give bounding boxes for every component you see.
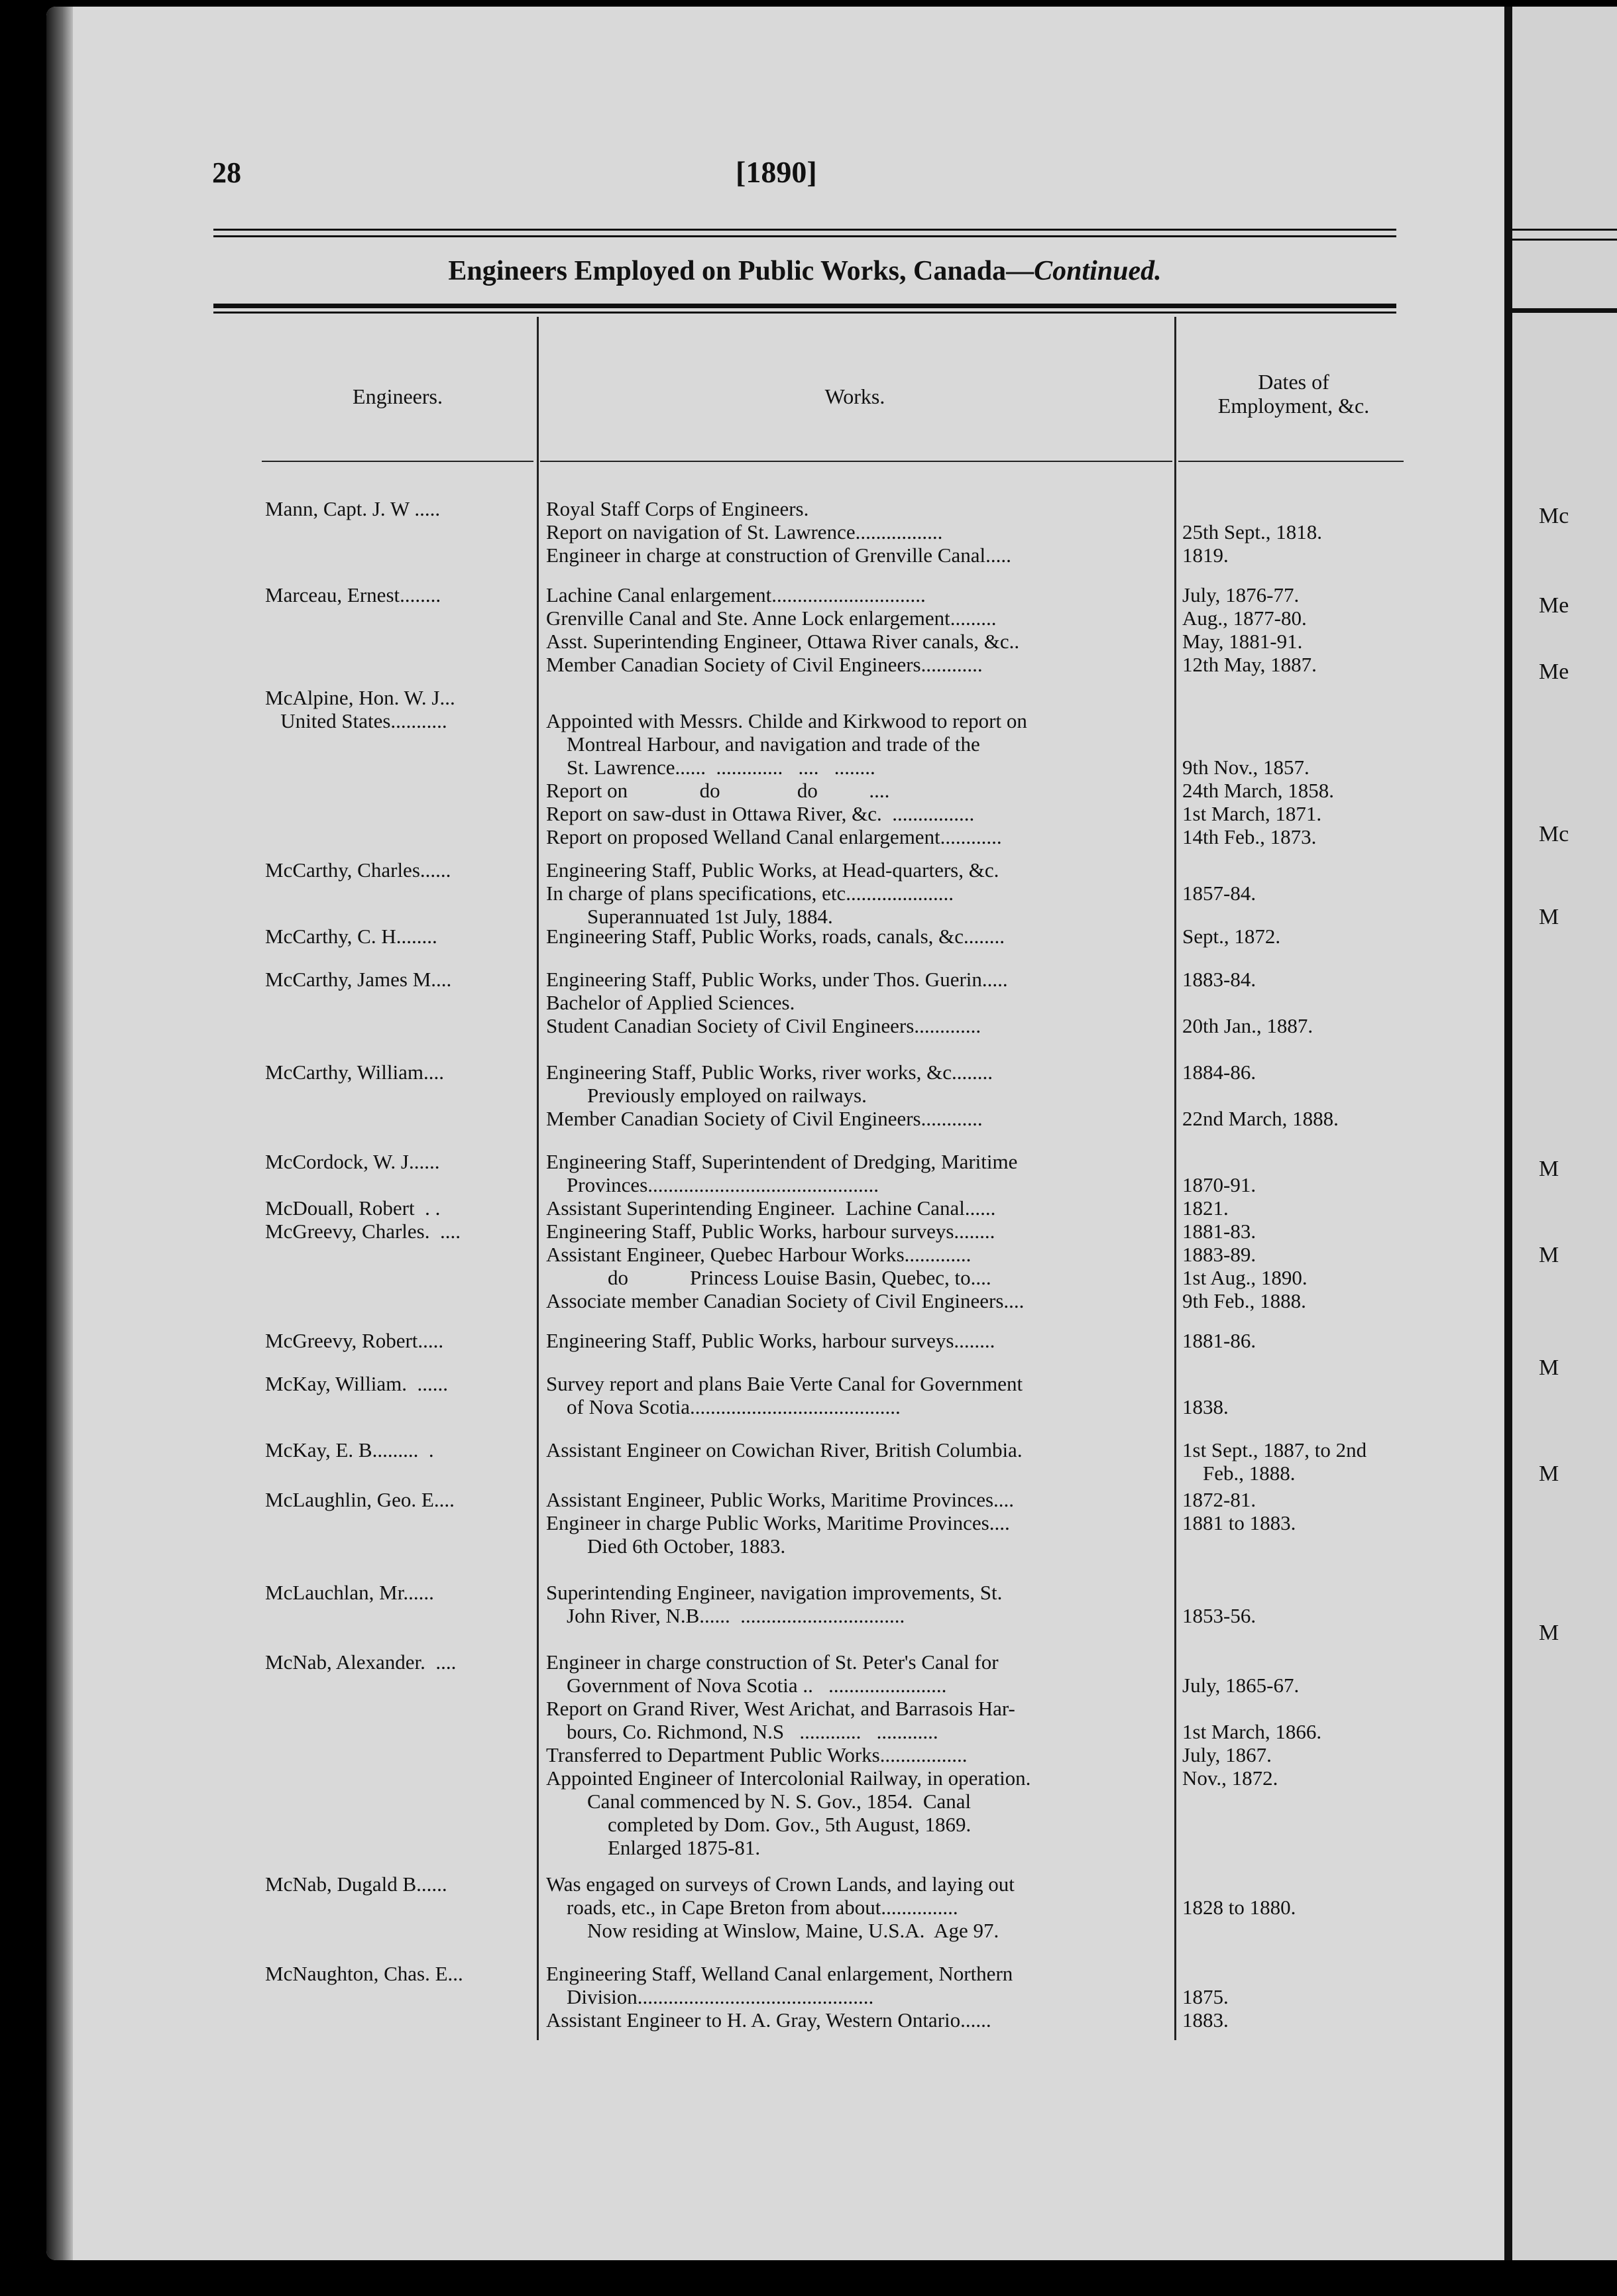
- works-line: Engineer in charge at construction of Grenville Canal.....: [546, 544, 1011, 567]
- works-line: Report on proposed Welland Canal enlargement............: [546, 825, 1002, 848]
- engineer-name: McLaughlin, Geo. E....: [265, 1488, 455, 1511]
- engineer-name: McCordock, W. J......: [265, 1150, 440, 1173]
- works-line: Member Canadian Society of Civil Engineers............: [546, 653, 983, 676]
- adjacent-page-letter: Mc: [1539, 504, 1569, 528]
- works-line: Engineering Staff, Public Works, harbour surveys........: [546, 1220, 995, 1243]
- date-line: 25th Sept., 1818.: [1182, 520, 1322, 544]
- works-line: Assistant Engineer, Quebec Harbour Works.............: [546, 1243, 972, 1266]
- column-header-engineers: Engineers.: [353, 384, 443, 408]
- works-line: Engineering Staff, Public Works, under Thos. Guerin.....: [546, 968, 1008, 991]
- dates-cell: [1182, 1438, 1401, 1485]
- works-line: Assistant Engineer on Cowichan River, British Columbia.: [546, 1438, 1023, 1462]
- date-line: [1182, 1813, 1401, 1836]
- date-line: 1819.: [1182, 544, 1229, 567]
- works-line: Was engaged on surveys of Crown Lands, and laying out: [546, 1872, 1015, 1896]
- works-line: Report on do do ....: [546, 779, 890, 802]
- works-line: Assistant Engineer, Public Works, Maritime Provinces....: [546, 1488, 1015, 1511]
- works-cell: [546, 1581, 1179, 1627]
- dates-cell: [1182, 1372, 1401, 1418]
- works-line: Appointed with Messrs. Childe and Kirkwood to report on: [546, 709, 1027, 732]
- dates-cell: [1182, 968, 1401, 1037]
- works-line: Student Canadian Society of Civil Engineers.............: [546, 1014, 981, 1037]
- dates-cell: [1182, 497, 1401, 567]
- engineer-name: McNab, Dugald B......: [265, 1872, 447, 1896]
- works-line: bours, Co. Richmond, N.S ............ ............: [546, 1720, 938, 1743]
- dates-cell: [1182, 1061, 1401, 1130]
- works-line: Grenville Canal and Ste. Anne Lock enlargement.........: [546, 606, 997, 630]
- column-header-dates: [1181, 370, 1406, 418]
- date-line: [1182, 709, 1401, 732]
- date-line: July, 1865-67.: [1182, 1674, 1300, 1697]
- header-rule-works: [540, 461, 1172, 462]
- works-line: Engineering Staff, Public Works, at Head-quarters, &c.: [546, 858, 999, 882]
- works-cell: [546, 497, 1179, 567]
- column-header-works: Works.: [824, 384, 885, 408]
- works-line: St. Lawrence...... ............. .... ........: [546, 756, 875, 779]
- adjacent-page-letter: Mc: [1539, 822, 1569, 846]
- works-line: Superintending Engineer, navigation improvements, St.: [546, 1581, 1003, 1604]
- engineer-name: McCarthy, James M....: [265, 968, 452, 991]
- date-line: [1182, 1836, 1401, 1859]
- works-cell: [546, 1329, 1179, 1352]
- works-cell: [546, 858, 1179, 928]
- date-line: 20th Jan., 1887.: [1182, 1014, 1313, 1037]
- date-line: [1182, 1872, 1401, 1896]
- date-line: 1857-84.: [1182, 882, 1256, 905]
- adjacent-page-rule: [1512, 239, 1617, 241]
- date-line: 1870-91.: [1182, 1173, 1256, 1196]
- date-line: May, 1881-91.: [1182, 630, 1303, 653]
- engineer-name: McLauchlan, Mr......: [265, 1581, 434, 1604]
- works-line: Engineering Staff, Public Works, harbour surveys........: [546, 1329, 995, 1352]
- date-line: [1182, 1790, 1401, 1813]
- date-line: 14th Feb., 1873.: [1182, 825, 1317, 848]
- date-line: 1881-86.: [1182, 1329, 1256, 1352]
- date-line: 1881 to 1883.: [1182, 1511, 1296, 1534]
- works-line: Transferred to Department Public Works.................: [546, 1743, 968, 1766]
- date-line: Aug., 1877-80.: [1182, 606, 1307, 630]
- top-double-rule-2: [213, 235, 1396, 237]
- works-line: Engineering Staff, Superintendent of Dredging, Maritime: [546, 1150, 1018, 1173]
- dates-cell: [1182, 1872, 1401, 1942]
- works-cell: [546, 968, 1179, 1037]
- date-line: 9th Nov., 1857.: [1182, 756, 1310, 779]
- works-cell: [546, 1061, 1179, 1130]
- book-spine-shadow: [46, 7, 73, 2260]
- works-line: Government of Nova Scotia .. .......................: [546, 1674, 947, 1697]
- works-line: Survey report and plans Baie Verte Canal for Government: [546, 1372, 1023, 1395]
- works-cell: [546, 925, 1179, 948]
- works-line: Engineering Staff, Public Works, roads, canals, &c........: [546, 925, 1005, 948]
- top-double-rule: [213, 229, 1396, 231]
- date-line: Sept., 1872.: [1182, 925, 1281, 948]
- adjacent-page-letter: M: [1539, 1621, 1559, 1645]
- works-line: Now residing at Winslow, Maine, U.S.A. Age 97.: [546, 1919, 999, 1942]
- column-divider-engineers: [537, 317, 539, 2040]
- works-cell: [546, 1872, 1179, 1942]
- date-line: [1182, 1650, 1401, 1674]
- date-line: 1875.: [1182, 1985, 1229, 2008]
- dates-cell: [1182, 686, 1401, 848]
- adjacent-page-letter: Me: [1539, 593, 1569, 618]
- date-line: [1182, 1697, 1401, 1720]
- date-line: [1182, 686, 1401, 709]
- works-line: completed by Dom. Gov., 5th August, 1869.: [546, 1813, 972, 1836]
- works-line: John River, N.B...... ................................: [546, 1604, 905, 1627]
- works-line: Report on Grand River, West Arichat, and Barrasois Har-: [546, 1697, 1015, 1720]
- date-line: [1182, 1372, 1401, 1395]
- works-line: Engineering Staff, Public Works, river works, &c........: [546, 1061, 993, 1084]
- date-line: 1883-84.: [1182, 968, 1256, 991]
- works-line: roads, etc., in Cape Breton from about...............: [546, 1896, 958, 1919]
- works-cell: [546, 1438, 1179, 1462]
- adjacent-page-rule: [1512, 308, 1617, 313]
- engineer-name: Mann, Capt. J. W .....: [265, 497, 441, 520]
- works-cell: [546, 1372, 1179, 1418]
- works-line: Division..............................................: [546, 1985, 874, 2008]
- date-line: July, 1867.: [1182, 1743, 1272, 1766]
- date-line: [1182, 1581, 1401, 1604]
- engineer-name: McCarthy, C. H........: [265, 925, 437, 948]
- dates-cell: [1182, 925, 1401, 948]
- adjacent-page-letter: M: [1539, 1462, 1559, 1486]
- date-line: 12th May, 1887.: [1182, 653, 1317, 676]
- date-line: 1st Aug., 1890.: [1182, 1266, 1308, 1289]
- adjacent-page-edge: [1512, 7, 1617, 2260]
- works-line: Montreal Harbour, and navigation and trade of the: [546, 732, 980, 756]
- engineer-name: McAlpine, Hon. W. J... United States...........: [265, 686, 455, 732]
- dates-cell: [1182, 1962, 1401, 2032]
- date-line: 1828 to 1880.: [1182, 1896, 1296, 1919]
- year-heading: [1890]: [736, 155, 817, 189]
- title-continued: Continued.: [1034, 256, 1162, 286]
- works-line: Lachine Canal enlargement..............................: [546, 583, 926, 606]
- title-underline-thick: [213, 304, 1396, 308]
- engineer-name: McKay, William. ......: [265, 1372, 448, 1395]
- title-main: Engineers Employed on Public Works, Canada—: [448, 256, 1034, 286]
- works-line: Report on navigation of St. Lawrence.................: [546, 520, 943, 544]
- works-line: Previously employed on railways.: [546, 1084, 867, 1107]
- works-line: do Princess Louise Basin, Quebec, to....: [546, 1266, 991, 1289]
- engineer-name: McGreevy, Robert.....: [265, 1329, 444, 1352]
- date-line: 1872-81.: [1182, 1488, 1256, 1511]
- works-line: Royal Staff Corps of Engineers.: [546, 497, 809, 520]
- column-header-dates-line1: Dates of: [1258, 370, 1329, 394]
- works-line: Bachelor of Applied Sciences.: [546, 991, 795, 1014]
- works-line: of Nova Scotia.........................................: [546, 1395, 901, 1418]
- date-line: 1st March, 1866.: [1182, 1720, 1322, 1743]
- works-line: Assistant Superintending Engineer. Lachine Canal......: [546, 1196, 996, 1220]
- works-line: Engineer in charge construction of St. Peter's Canal for: [546, 1650, 999, 1674]
- date-line: 1884-86.: [1182, 1061, 1256, 1084]
- date-line: 1883-89.: [1182, 1243, 1256, 1266]
- works-line: Asst. Superintending Engineer, Ottawa River canals, &c..: [546, 630, 1020, 653]
- works-line: In charge of plans specifications, etc.....................: [546, 882, 954, 905]
- works-line: Report on saw-dust in Ottawa River, &c. ................: [546, 802, 975, 825]
- works-cell: [546, 1650, 1179, 1859]
- dates-cell: [1182, 1329, 1401, 1352]
- page-number: 28: [212, 156, 241, 189]
- date-line: [1182, 1150, 1401, 1173]
- works-line: Engineer in charge Public Works, Maritime Provinces....: [546, 1511, 1010, 1534]
- adjacent-page-letter: M: [1539, 1157, 1559, 1181]
- engineer-name: McNab, Alexander. ....: [265, 1650, 457, 1674]
- dates-cell: [1182, 858, 1401, 928]
- column-header-dates-line2: Employment, &c.: [1217, 394, 1370, 418]
- header-rule-dates: [1178, 461, 1404, 462]
- works-line: Died 6th October, 1883.: [546, 1534, 786, 1558]
- works-line: Appointed Engineer of Intercolonial Railway, in operation.: [546, 1766, 1031, 1790]
- works-line: Provinces.............................................: [546, 1173, 879, 1196]
- date-line: [1182, 1962, 1401, 1985]
- date-line: July, 1876-77.: [1182, 583, 1300, 606]
- date-line: Nov., 1872.: [1182, 1766, 1278, 1790]
- adjacent-page-rule: [1512, 229, 1617, 231]
- date-line: [1182, 1084, 1401, 1107]
- works-line: Member Canadian Society of Civil Engineers............: [546, 1107, 983, 1130]
- works-line: Enlarged 1875-81.: [546, 1836, 761, 1859]
- works-cell: [546, 583, 1179, 676]
- works-cell: [546, 1488, 1179, 1558]
- works-line: Engineering Staff, Welland Canal enlargement, Northern: [546, 1962, 1013, 1985]
- table-title: [213, 255, 1396, 287]
- adjacent-page-letter: M: [1539, 905, 1559, 929]
- date-line: [1182, 1919, 1401, 1942]
- adjacent-page-letter: M: [1539, 1355, 1559, 1380]
- date-line: 22nd March, 1888.: [1182, 1107, 1339, 1130]
- engineer-name: McGreevy, Charles. ....: [265, 1220, 461, 1243]
- date-line: [1182, 1534, 1401, 1558]
- adjacent-page-letter: M: [1539, 1243, 1559, 1267]
- date-line: 24th March, 1858.: [1182, 779, 1335, 802]
- date-line: 1821.: [1182, 1196, 1229, 1220]
- dates-cell: [1182, 1488, 1401, 1558]
- engineer-name: Marceau, Ernest........: [265, 583, 441, 606]
- engineer-name: McCarthy, Charles......: [265, 858, 451, 882]
- page-gutter: [1504, 7, 1512, 2260]
- works-cell: [546, 1150, 1179, 1312]
- works-line: Canal commenced by N. S. Gov., 1854. Canal: [546, 1790, 972, 1813]
- engineer-name: McDouall, Robert . .: [265, 1196, 441, 1220]
- date-line: [1182, 858, 1401, 882]
- title-underline-thin: [213, 312, 1396, 314]
- date-line: [1182, 991, 1401, 1014]
- adjacent-page-letter: Me: [1539, 660, 1569, 684]
- works-cell: [546, 686, 1179, 848]
- date-line: Feb., 1888.: [1182, 1462, 1296, 1485]
- works-line: Assistant Engineer to H. A. Gray, Western Ontario......: [546, 2008, 991, 2032]
- engineer-name: McKay, E. B......... .: [265, 1438, 434, 1462]
- date-line: 1853-56.: [1182, 1604, 1256, 1627]
- works-line: [546, 686, 1179, 709]
- date-line: [1182, 497, 1401, 520]
- works-line: Superannuated 1st July, 1884.: [546, 905, 833, 928]
- date-line: [1182, 732, 1401, 756]
- date-line: 9th Feb., 1888.: [1182, 1289, 1306, 1312]
- date-line: 1st Sept., 1887, to 2nd: [1182, 1438, 1367, 1462]
- header-rule-engineers: [262, 461, 533, 462]
- date-line: 1881-83.: [1182, 1220, 1256, 1243]
- dates-cell: [1182, 1650, 1401, 1859]
- date-line: 1883.: [1182, 2008, 1229, 2032]
- date-line: 1st March, 1871.: [1182, 802, 1322, 825]
- dates-cell: [1182, 583, 1401, 676]
- works-cell: [546, 1962, 1179, 2032]
- engineer-name: McNaughton, Chas. E...: [265, 1962, 463, 1985]
- dates-cell: [1182, 1150, 1401, 1312]
- engineer-name: McCarthy, William....: [265, 1061, 444, 1084]
- works-line: Associate member Canadian Society of Civil Engineers....: [546, 1289, 1025, 1312]
- date-line: 1838.: [1182, 1395, 1229, 1418]
- dates-cell: [1182, 1581, 1401, 1627]
